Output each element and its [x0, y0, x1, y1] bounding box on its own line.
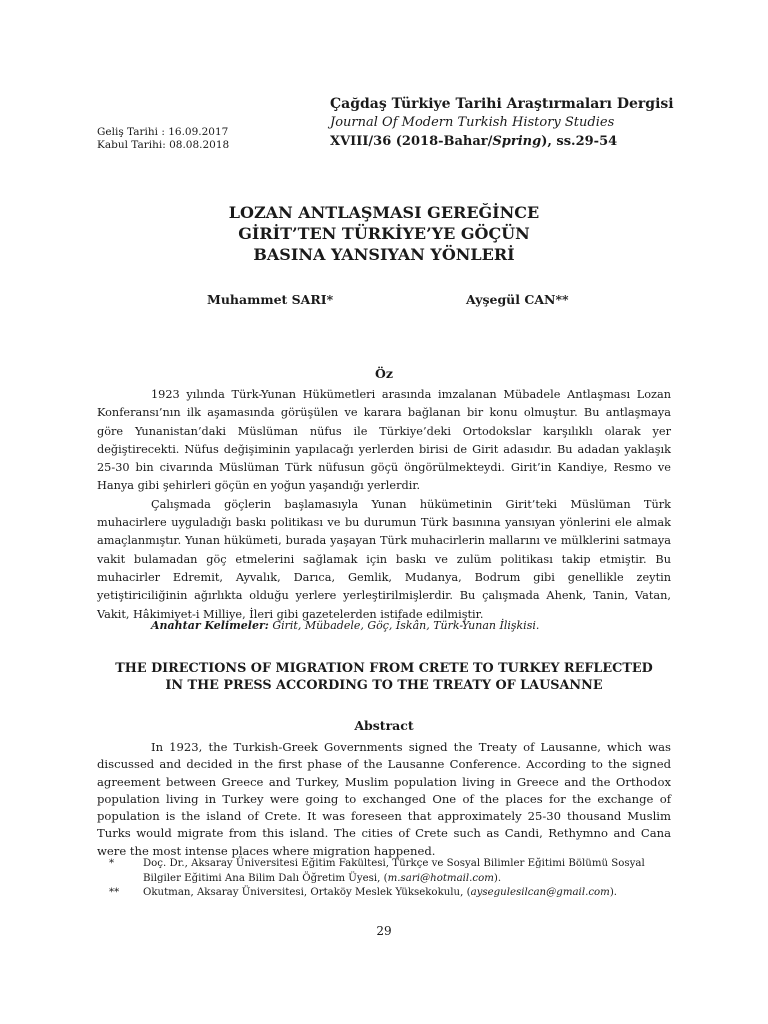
- footnote-1-close: ).: [493, 872, 502, 884]
- article-title-tr: [98, 202, 670, 265]
- footnotes: [97, 857, 671, 901]
- footnote-1-mark: *: [109, 858, 115, 869]
- footnote-2-mark: **: [109, 887, 120, 898]
- oz-paragraph-1: 1923 yılında Türk-Yunan Hükümetleri arasında imzalanan Mübadele Antlaşması Lozan Konferansı’nın ilk aşamasında görüşülen ve karara bağlanan bir konu olmuştur. Bu antlaşmaya göre Yunanistan’daki Müslüman nüfus ile Türkiye’deki Ortodokslar karşılıklı olarak yer değiştirecekti. Nüfus değişiminin yapılacağı yerlerden birisi de Girit adasıdır. Bu adadan yaklaşık 25-30 bin civarında Müslüman Türk nüfusun göçü öngörülmekteydi. Girit’in Kandiye, Resmo ve Hanya gibi şehirleri göçün en yoğun yaşandığı yerlerdir.: [97, 388, 671, 493]
- issue-prefix: XVIII/36 (2018-Bahar/: [330, 134, 493, 149]
- footnote-2-email[interactable]: aysegulesilcan@gmail.com: [470, 887, 610, 898]
- footnote-1-email[interactable]: m.sari@hotmail.com: [387, 872, 494, 884]
- footnote-1-body: Doç. Dr., Aksaray Üniversitesi Eğitim Fakültesi, Türkçe ve Sosyal Bilimler Eğitimi Bölümü Sosyal Bilgiler Eğitimi Ana Bilim Dalı Öğretim Üyesi, (: [143, 858, 645, 884]
- journal-header: [330, 95, 690, 151]
- en-title-line-2: IN THE PRESS ACCORDING TO THE TREATY OF LAUSANNE: [165, 678, 603, 693]
- footnote-2-text: [143, 886, 671, 901]
- oz-heading: Öz: [375, 366, 393, 381]
- keywords-label: Anahtar Kelimeler:: [151, 619, 269, 632]
- journal-issue: [330, 132, 690, 151]
- keywords: [151, 619, 539, 632]
- footnote-2: [97, 886, 671, 901]
- footnote-1: [97, 857, 671, 886]
- abstract-heading: Abstract: [354, 718, 414, 733]
- footnote-1-text: [143, 857, 671, 886]
- oz-paragraph-2: Çalışmada göçlerin başlamasıyla Yunan hükümetinin Girit’teki Müslüman Türk muhacirlere uyguladığı baskı politikası ve bu durumun Türk basınına yansıyan yönlerini ele almak amaçlanmıştır. Yunan hükümeti, burada yaşayan Türk muhacirlerin mallarını ve mülklerini satmaya vakit bulamadan göç etmelerini sağlamak için baskı ve zulüm politikası takip etmiştir. Bu muhacirler Edremit, Ayvalık, Darıca, Gemlik, Mudanya, Bodrum gibi genellikle zeytin yetiştiriciliğinin ağırlıkta olduğu yerlere yerleştirilmişlerdir. Bu çalışmada Ahenk, Tanin, Vatan, Vakit, Hâkimiyet-i Milliye, İleri gibi gazetelerden istifade edilmiştir.: [97, 497, 671, 621]
- oz-body: [97, 386, 671, 624]
- journal-name-tr: Çağdaş Türkiye Tarihi Araştırmaları Dergisi: [330, 96, 674, 112]
- en-title-line-1: THE DIRECTIONS OF MIGRATION FROM CRETE TO TURKEY REFLECTED: [115, 661, 653, 676]
- issue-season-en: Spring: [492, 134, 542, 149]
- author-second: Ayşegül CAN**: [466, 292, 569, 307]
- author-first: Muhammet SARI*: [207, 292, 334, 307]
- keywords-text: Girit, Mübadele, Göç, İskân, Türk-Yunan İlişkisi.: [268, 619, 540, 632]
- title-line-2: GİRİT’TEN TÜRKİYE’YE GÖÇÜN: [238, 224, 530, 243]
- journal-name-en: Journal Of Modern Turkish History Studies: [330, 115, 615, 130]
- footnote-2-close: ).: [609, 887, 618, 898]
- abstract-body: [97, 739, 671, 860]
- received-date: Geliş Tarihi : 16.09.2017: [97, 126, 229, 138]
- title-line-1: LOZAN ANTLAŞMASI GEREĞİNCE: [228, 203, 540, 222]
- issue-suffix: ), ss.29-54: [541, 134, 618, 149]
- accepted-date: Kabul Tarihi: 08.08.2018: [97, 139, 230, 151]
- title-line-3: BASINA YANSIYAN YÖNLERİ: [253, 245, 515, 264]
- footnote-2-body: Okutman, Aksaray Üniversitesi, Ortaköy Meslek Yüksekokulu, (: [143, 887, 471, 898]
- abstract-paragraph-1: In 1923, the Turkish-Greek Governments signed the Treaty of Lausanne, which was discussed and decided in the first phase of the Lausanne Conference. According to the signed agreement between Greece and Turkey, Muslim population living in Greece and the Orthodox population living in Turkey were going to exchanged One of the places for the exchange of population is the island of Crete. It was foreseen that approximately 25-30 thousand Muslim Turks would migrate from this island. The cities of Crete such as Candi, Rethymno and Cana were the most intense places where migration happened.: [97, 740, 671, 858]
- submission-dates: [97, 126, 229, 152]
- page-number: 29: [376, 924, 392, 938]
- article-title-en: [98, 660, 670, 694]
